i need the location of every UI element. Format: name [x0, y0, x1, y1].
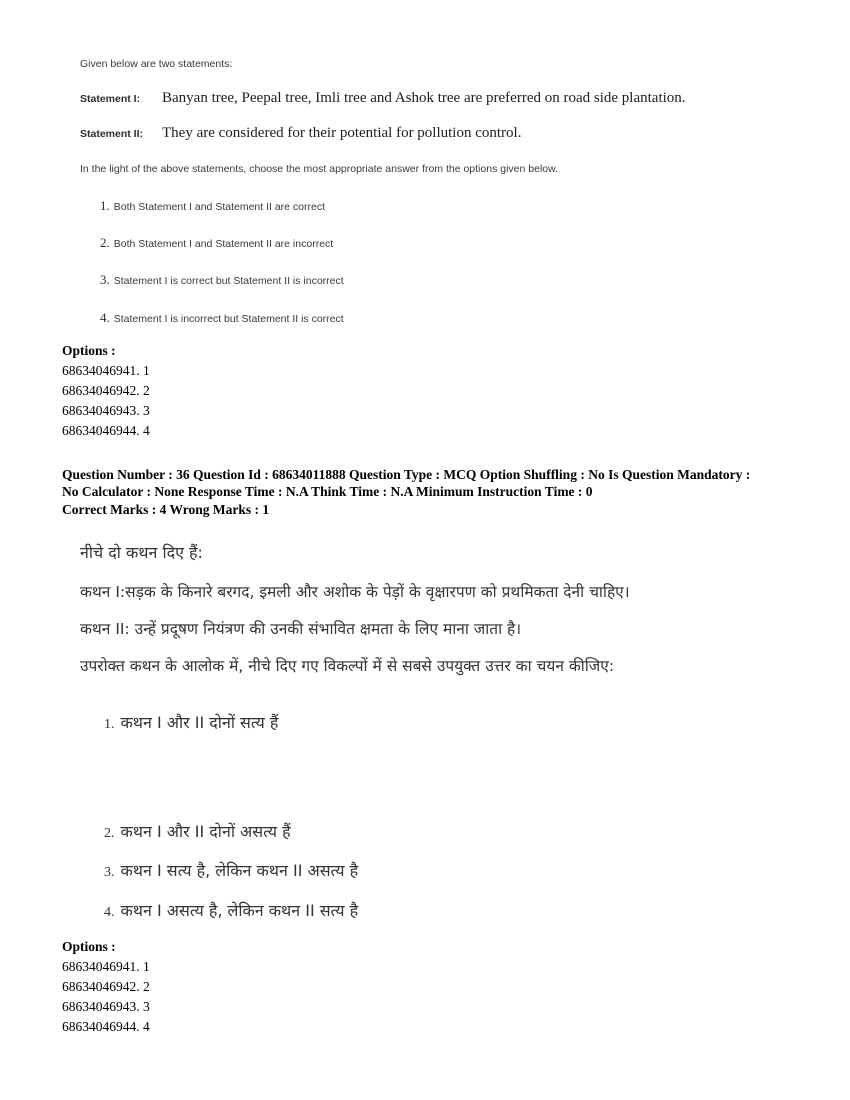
- choice-number: 2.: [104, 826, 115, 841]
- option-id: 68634046943. 3: [62, 403, 150, 418]
- option-id: 68634046941. 1: [62, 959, 150, 974]
- statement-1: [80, 90, 686, 107]
- choice-number: 1.: [100, 198, 110, 213]
- hindi-choice: [104, 899, 358, 921]
- hindi-statement-1: कथन I:सड़क के किनारे बरगद, इमली और अशोक के पेड़ों के वृक्षारपण को प्रथमिकता देनी चाहिए।: [80, 583, 630, 601]
- choice-number: 4.: [100, 310, 110, 325]
- hindi-choice: [104, 711, 278, 733]
- option-id: 68634046941. 1: [62, 363, 150, 378]
- choice-text: Both Statement I and Statement II are incorrect: [113, 238, 334, 250]
- statement-2-text: They are considered for their potential for pollution control.: [162, 125, 522, 141]
- question-meta-line-1: Question Number : 36 Question Id : 68634011888 Question Type : MCQ Option Shuffling : No Is Question Mandatory :: [62, 467, 751, 482]
- choice-text: कथन I और II दोनों सत्य हैं: [120, 713, 279, 732]
- option-id: 68634046944. 4: [62, 1019, 150, 1034]
- question-instruction: In the light of the above statements, choose the most appropriate answer from the options given below.: [80, 163, 559, 175]
- choice-text: कथन I असत्य है, लेकिन कथन II सत्य है: [120, 901, 359, 920]
- choice-text: कथन I और II दोनों असत्य हैं: [120, 822, 291, 841]
- answer-choice: [100, 235, 333, 251]
- choice-number: 2.: [100, 235, 110, 250]
- choice-text: Statement I is incorrect but Statement II is correct: [113, 313, 344, 325]
- hindi-statement-2: कथन II: उन्हें प्रदूषण नियंत्रण की उनकी संभावित क्षमता के लिए माना जाता है।: [80, 620, 522, 638]
- hindi-choice: [104, 820, 291, 842]
- choice-number: 1.: [104, 717, 115, 732]
- question-meta-line-3: Correct Marks : 4 Wrong Marks : 1: [62, 502, 270, 517]
- answer-choice: [100, 272, 344, 288]
- statement-2: [80, 125, 521, 142]
- option-id: 68634046943. 3: [62, 999, 150, 1014]
- choice-number: 3.: [104, 865, 115, 880]
- statement-1-text: Banyan tree, Peepal tree, Imli tree and Ashok tree are preferred on road side plantation.: [162, 90, 686, 106]
- hindi-intro: नीचे दो कथन दिए हैं:: [80, 543, 203, 562]
- statement-1-label: Statement I:: [80, 93, 141, 105]
- choice-text: Both Statement I and Statement II are correct: [113, 201, 326, 213]
- option-id: 68634046942. 2: [62, 383, 150, 398]
- options-label: Options :: [62, 343, 116, 358]
- answer-choice: [100, 198, 325, 214]
- hindi-choice: [104, 859, 358, 881]
- choice-text: कथन I सत्य है, लेकिन कथन II असत्य है: [120, 861, 359, 880]
- statement-2-label: Statement II:: [80, 128, 144, 140]
- option-id: 68634046942. 2: [62, 979, 150, 994]
- answer-choice: [100, 310, 344, 326]
- question-intro: Given below are two statements:: [80, 58, 233, 70]
- question-meta-line-2: No Calculator : None Response Time : N.A Think Time : N.A Minimum Instruction Time : 0: [62, 484, 593, 499]
- choice-number: 3.: [100, 272, 110, 287]
- choice-text: Statement I is correct but Statement II is incorrect: [113, 275, 344, 287]
- options-label: Options :: [62, 939, 116, 954]
- hindi-instruction: उपरोक्त कथन के आलोक में, नीचे दिए गए विकल्पों में से सबसे उपयुक्त उत्तर का चयन कीजिए:: [80, 657, 615, 675]
- choice-number: 4.: [104, 905, 115, 920]
- option-id: 68634046944. 4: [62, 423, 150, 438]
